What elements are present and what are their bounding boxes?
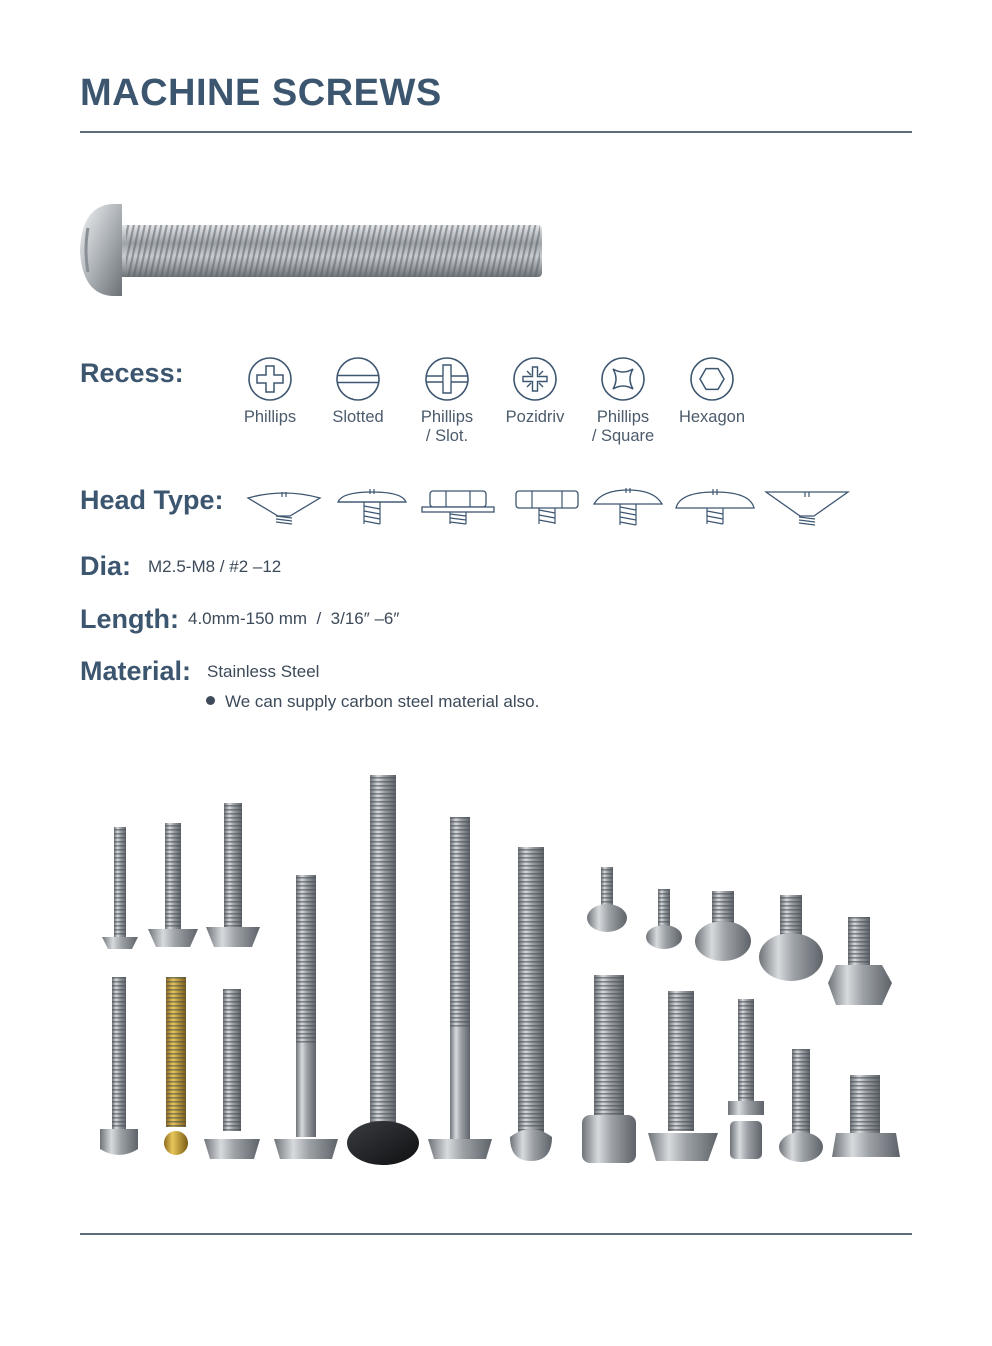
material-value: Stainless Steel	[207, 662, 320, 681]
recess-label: Recess:	[80, 358, 184, 388]
dia-label: Dia:	[80, 551, 132, 581]
recess-item-hexagon	[666, 356, 758, 427]
oval-countersunk-head-icon	[246, 488, 322, 526]
recess-item-label: Phillips / Slot.	[420, 408, 474, 445]
material-label: Material:	[80, 656, 192, 686]
recess-item-phillips	[224, 356, 316, 427]
bullet-icon	[206, 696, 215, 705]
recess-item-slotted	[312, 356, 404, 427]
length-label: Length:	[80, 604, 179, 634]
recess-item-phillips-slot	[401, 356, 493, 446]
recess-item-pozidriv	[489, 356, 581, 427]
round-head-icon	[592, 488, 664, 526]
pan-head-icon	[334, 488, 410, 526]
recess-item-label: Phillips / Square	[591, 408, 655, 445]
dia-value: M2.5-M8 / #2 –12	[148, 557, 282, 576]
pozidriv-recess-icon	[512, 356, 558, 402]
flat-countersunk-head-icon	[764, 488, 850, 526]
slotted-recess-icon	[335, 356, 381, 402]
recess-item-label: Pozidriv	[505, 408, 565, 426]
head-type-label: Head Type:	[80, 485, 224, 515]
phillips-slot-recess-icon	[424, 356, 470, 402]
material-note-text: We can supply carbon steel material also.	[225, 692, 540, 711]
hex-head-icon	[512, 488, 582, 526]
recess-item-phillips-square	[577, 356, 669, 446]
recess-item-label: Hexagon	[678, 408, 746, 426]
recess-item-label: Phillips	[243, 408, 297, 426]
length-value: 4.0mm-150 mm / 3/16″ –6″	[188, 609, 400, 628]
truss-head-icon	[674, 488, 756, 526]
footer-divider	[80, 1233, 912, 1235]
phillips-recess-icon	[247, 356, 293, 402]
hexagon-recess-icon	[689, 356, 735, 402]
title-divider	[80, 131, 912, 133]
phillips-square-recess-icon	[600, 356, 646, 402]
recess-item-label: Slotted	[332, 408, 384, 426]
hero-screw-image	[78, 198, 548, 302]
page-title: MACHINE SCREWS	[80, 72, 442, 114]
material-note	[206, 692, 539, 712]
assorted-screws-image	[90, 765, 910, 1175]
hex-washer-head-icon	[420, 488, 496, 526]
